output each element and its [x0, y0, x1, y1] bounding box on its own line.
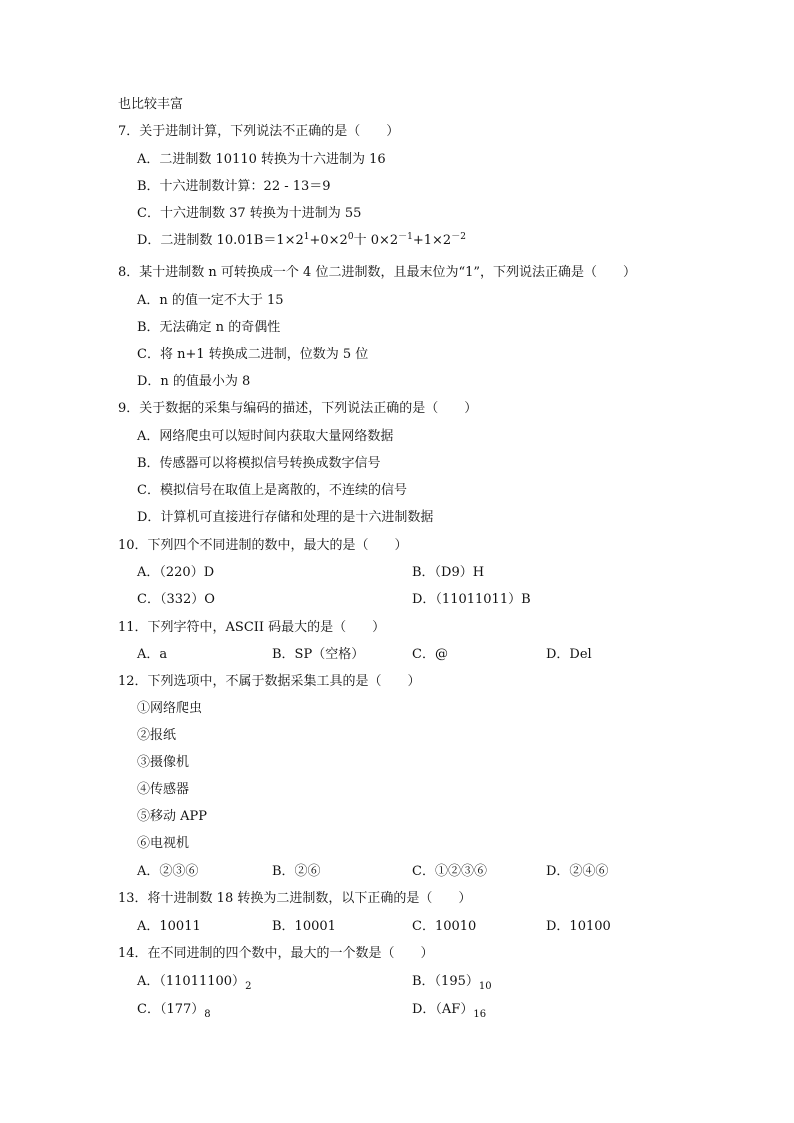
q14-b-text: B．（195）: [412, 974, 479, 989]
q13-option-b: B．10001: [272, 919, 336, 934]
q7-d-exp4: －2: [451, 232, 466, 242]
q12-item-2: ②报纸: [137, 728, 177, 743]
q7-option-b: B．十六进制数计算：22 - 13＝9: [137, 179, 331, 194]
q9-stem: 9．关于数据的采集与编码的描述，下列说法正确的是（ ）: [118, 401, 478, 416]
q14-stem: 14．在不同进制的四个数中，最大的一个数是（ ）: [118, 946, 434, 961]
q11-option-d: D．Del: [546, 647, 592, 662]
q14-c-text: C．（177）: [137, 1002, 205, 1017]
q14-option-d: [412, 1002, 487, 1020]
q13-option-c: C．10010: [412, 919, 477, 934]
q10-option-d: D．（11011011）B: [412, 592, 531, 607]
q12-option-d: D．②④⑥: [546, 864, 609, 879]
q7-d-exp2: 0: [347, 232, 354, 242]
q10-option-b: B．（D9）H: [412, 565, 485, 580]
q8-option-c: C．将 n+1 转换成二进制，位数为 5 位: [137, 347, 369, 362]
q7-option-d: [137, 234, 466, 247]
q13-stem: 13．将十进制数 18 转换为二进制数，以下正确的是（ ）: [118, 891, 472, 906]
q12-option-a: A．②③⑥: [137, 864, 199, 879]
q12-item-3: ③摄像机: [137, 755, 190, 770]
q14-c-base: 8: [204, 1009, 211, 1020]
q7-d-mid2: 十 0×2: [353, 233, 399, 248]
q8-option-a: A．n 的值一定不大于 15: [137, 293, 284, 308]
q9-option-c: C．模拟信号在取值上是离散的，不连续的信号: [137, 483, 407, 498]
intro-text: 也比较丰富: [118, 97, 184, 112]
q9-option-b: B．传感器可以将模拟信号转换成数字信号: [137, 456, 381, 471]
q7-d-exp3: －1: [398, 232, 413, 242]
q10-stem: 10．下列四个不同进制的数中，最大的是（ ）: [118, 538, 408, 553]
q14-d-text: D．（AF）: [412, 1002, 474, 1017]
q14-a-base: 2: [245, 981, 252, 992]
q8-stem: 8．某十进制数 n 可转换成一个 4 位二进制数，且最末位为“1”，下列说法正确是（ ）: [118, 265, 637, 280]
q14-a-text: A．（11011100）: [137, 974, 246, 989]
q9-option-a: A．网络爬虫可以短时间内获取大量网络数据: [137, 429, 394, 444]
q12-item-4: ④传感器: [137, 782, 190, 797]
q11-stem: 11．下列字符中，ASCII 码最大的是（ ）: [118, 620, 386, 635]
q14-option-b: [412, 974, 492, 992]
q14-d-base: 16: [473, 1009, 487, 1020]
q12-option-c: C．①②③⑥: [412, 864, 487, 879]
q12-item-5: ⑤移动 APP: [137, 809, 208, 824]
q7-option-c: C．十六进制数 37 转换为十进制为 55: [137, 206, 362, 221]
q13-option-d: D．10100: [546, 919, 611, 934]
q12-stem: 12．下列选项中，不属于数据采集工具的是（ ）: [118, 674, 421, 689]
q7-stem: 7．关于进制计算，下列说法不正确的是（ ）: [118, 124, 400, 139]
q11-option-b: B．SP（空格）: [272, 647, 365, 662]
q14-option-a: [137, 974, 252, 992]
q7-d-lead: D．二进制数 10.01B＝1×2: [137, 233, 304, 248]
q9-option-d: D．计算机可直接进行存储和处理的是十六进制数据: [137, 510, 434, 525]
q7-option-a: A．二进制数 10110 转换为十六进制为 16: [137, 152, 386, 167]
q7-d-exp1: 1: [303, 232, 310, 242]
q12-item-1: ①网络爬虫: [137, 701, 203, 716]
q7-d-mid1: +0×2: [309, 233, 348, 248]
q7-d-mid3: +1×2: [412, 233, 452, 248]
q11-option-c: C．@: [412, 647, 448, 662]
q10-option-c: C．（332）O: [137, 592, 215, 607]
q14-b-base: 10: [478, 981, 492, 992]
q12-option-b: B．②⑥: [272, 864, 321, 879]
q13-option-a: A．10011: [137, 919, 201, 934]
q10-option-a: A．（220）D: [137, 565, 215, 580]
q11-option-a: A．a: [137, 647, 168, 662]
q12-item-6: ⑥电视机: [137, 836, 190, 851]
q8-option-b: B．无法确定 n 的奇偶性: [137, 320, 281, 335]
q8-option-d: D．n 的值最小为 8: [137, 374, 251, 389]
q14-option-c: [137, 1002, 211, 1020]
